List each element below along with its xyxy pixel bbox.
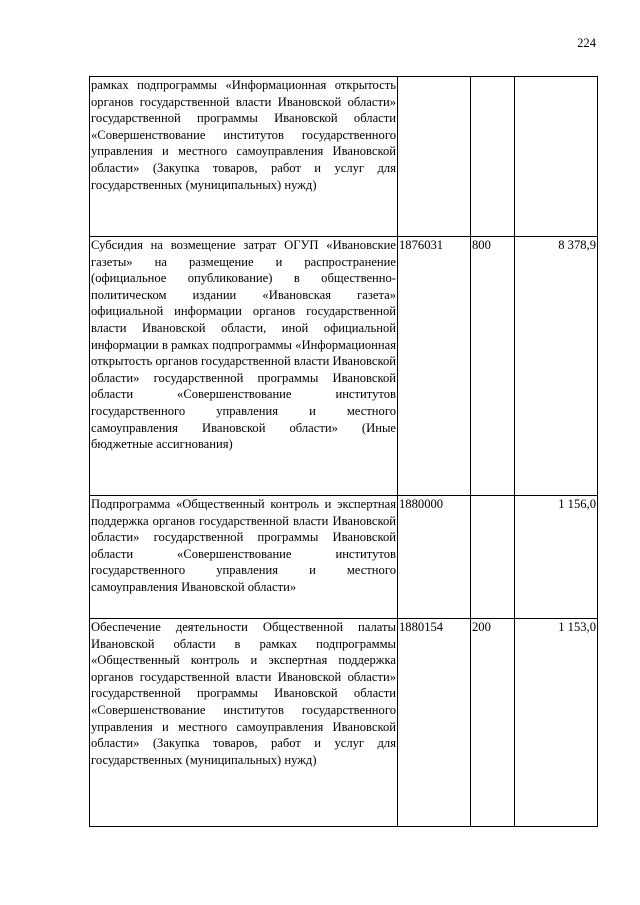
row-name-cell: рамках подпрограммы «Информационная открытость органов государственной власти Ивановской области» государственной программы Ивановской области «Совершенствование институтов государственного управления и местного самоуправления Ивановской области» (Закупка товаров, работ и услуг для государственных (муниципальных) нужд)	[90, 77, 398, 237]
table-row	[90, 237, 598, 496]
row-name-cell: Обеспечение деятельности Общественной палаты Ивановской области в рамках подпрограммы «Общественный контроль и экспертная поддержка органов государственной власти Ивановской области» государственной программы Ивановской области «Совершенствование институтов государственного управления и местного самоуправления Ивановской области» (Закупка товаров, работ и услуг для государственных (муниципальных) нужд)	[90, 619, 398, 827]
row-code-cell: 1880154	[398, 619, 471, 827]
table-row	[90, 496, 598, 619]
row-code-cell: 1880000	[398, 496, 471, 619]
budget-table	[89, 76, 598, 827]
page-number: 224	[577, 36, 596, 50]
row-name-cell: Подпрограмма «Общественный контроль и экспертная поддержка органов государственной власти Ивановской области» государственной программы Ивановской области «Совершенствование институтов государственного управления и местного самоуправления Ивановской области»	[90, 496, 398, 619]
row-expense-type-cell	[471, 496, 515, 619]
row-expense-type-cell: 200	[471, 619, 515, 827]
row-amount-cell	[515, 77, 598, 237]
row-expense-type-cell	[471, 77, 515, 237]
row-expense-type-cell: 800	[471, 237, 515, 496]
row-code-cell: 1876031	[398, 237, 471, 496]
row-amount-cell: 1 156,0	[515, 496, 598, 619]
row-amount-cell: 1 153,0	[515, 619, 598, 827]
table-row	[90, 619, 598, 827]
row-amount-cell: 8 378,9	[515, 237, 598, 496]
row-code-cell	[398, 77, 471, 237]
table-row	[90, 77, 598, 237]
row-name-cell: Субсидия на возмещение затрат ОГУП «Ивановские газеты» на размещение и распространение (официальное опубликование) в общественно-политическом издании «Ивановская газета» официальной информации органов государственной власти Ивановской области, иной официальной информации в рамках подпрограммы «Информационная открытость органов государственной власти Ивановской области» государственной программы Ивановской области «Совершенствование институтов государственного управления и местного самоуправления Ивановской области» (Иные бюджетные ассигнования)	[90, 237, 398, 496]
